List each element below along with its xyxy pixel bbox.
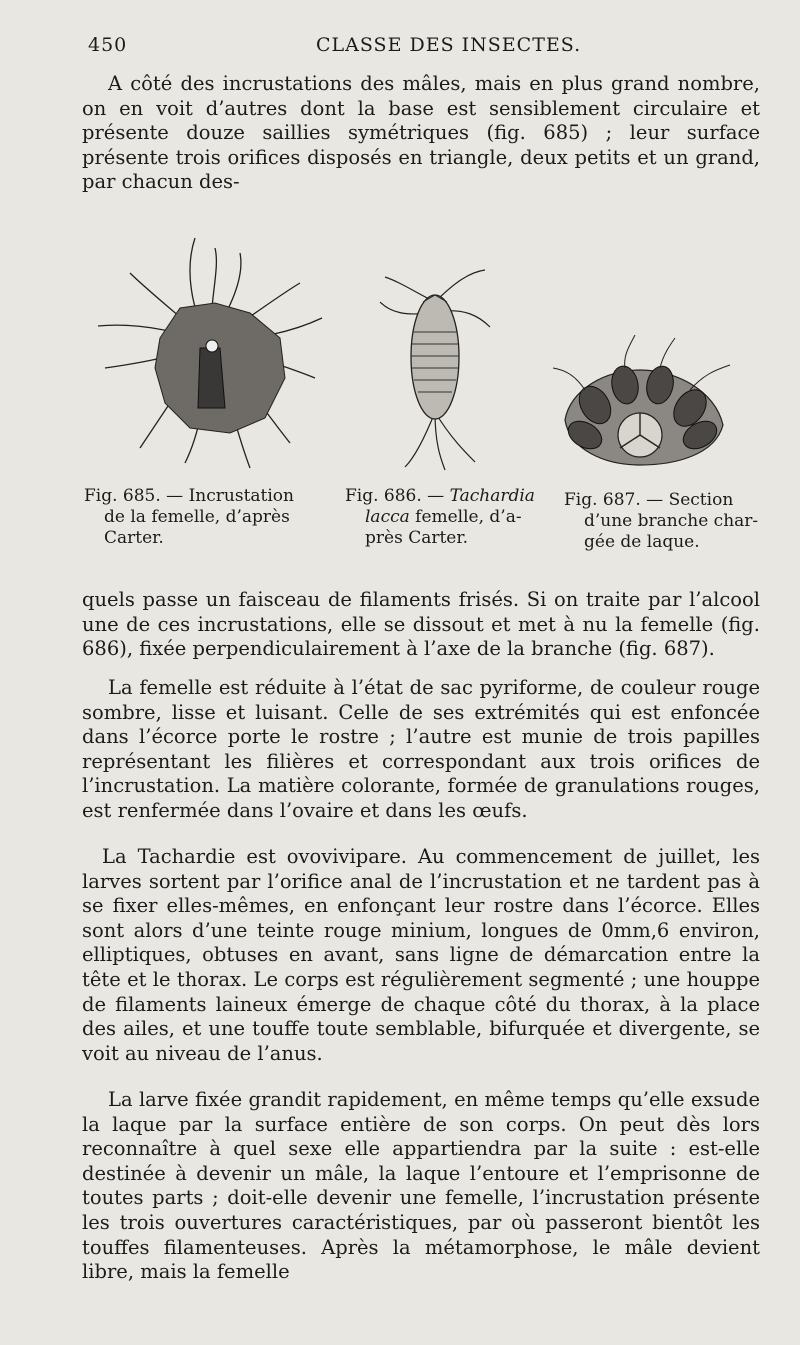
caption-line <box>345 486 555 507</box>
figure-685-caption <box>84 486 324 549</box>
caption-line: Carter. <box>104 528 164 548</box>
caption-text: Fig. 686. — <box>345 486 450 506</box>
page-number: 450 <box>88 34 128 56</box>
paragraph-1: A côté des incrustations des mâles, mais en plus grand nombre, on en voit d’autres dont la base est sensiblement circulaire et présente douze saillies symétriques (fig. 685) ; leur surface présente trois orifices disposés en triangle, deux petits et un grand, par chacun des- <box>82 72 760 194</box>
caption-line: près Carter. <box>365 528 469 548</box>
caption-line: Fig. 685. — Incrustation <box>84 486 294 506</box>
caption-species-name: lacca <box>365 507 410 527</box>
caption-text: femelle, d’a- <box>409 507 522 527</box>
caption-line <box>345 507 555 528</box>
paragraph-5: La larve fixée grandit rapidement, en même temps qu’elle exsude la laque par la surface entière de son corps. On peut dès lors reconnaître à quel sexe elle appartiendra par la suite : est-elle destinée à devenir un mâle, la laque l’entoure et l’emprisonne de toutes parts ; doit-elle devenir une femelle, l’incrustation présente les trois ouvertures caractéristiques, par où passeront bientôt les touffes filamenteuses. Après la métamorphose, le mâle devient libre, mais la femelle <box>82 1088 760 1284</box>
caption-line: gée de laque. <box>584 532 700 552</box>
paragraph-3: La femelle est réduite à l’état de sac pyriforme, de couleur rouge sombre, lisse et luisant. Celle de ses extrémités qui est enfoncée dans l’écorce porte le rostre ; l’autre est munie de trois papilles représentant les filières et correspondant aux trois orifices de l’incrustation. La matière colorante, formée de granulations rouges, est renfermée dans l’ovaire et dans les œufs. <box>82 676 760 822</box>
figure-687-caption <box>564 490 764 553</box>
paragraph-2: quels passe un faisceau de filaments frisés. Si on traite par l’alcool une de ces incrustations, elle se dissout et met à nu la femelle (fig. 686), fixée perpendiculairement à l’axe de la branche (fig. 687). <box>82 588 760 661</box>
caption-line: Fig. 687. — Section <box>564 490 734 510</box>
caption-genus-name: Tachardia <box>449 486 535 506</box>
figure-687-illustration <box>545 330 740 470</box>
figure-685-illustration <box>90 228 330 478</box>
figure-686-illustration <box>375 262 505 472</box>
figure-686-caption <box>345 486 555 549</box>
running-head: CLASSE DES INSECTES. <box>316 34 582 56</box>
paragraph-4: La Tachardie est ovovivipare. Au commencement de juillet, les larves sortent par l’orifice anal de l’incrustation et ne tardent pas à se fixer elles-mêmes, en enfonçant leur rostre dans l’écorce. Elles sont alors d’une teinte rouge minium, longues de 0mm,6 environ, elliptiques, obtuses en avant, sans ligne de démarcation entre la tête et le thorax. Le corps est régulièrement segmenté ; une houppe de filaments laineux émerge de chaque côté du thorax, à la place des ailes, et une touffe toute semblable, bifurquée et divergente, se voit au niveau de l’anus. <box>82 845 760 1065</box>
caption-line: de la femelle, d’après <box>104 507 290 527</box>
page-header <box>88 34 760 60</box>
caption-line: d’une branche char- <box>584 511 759 531</box>
